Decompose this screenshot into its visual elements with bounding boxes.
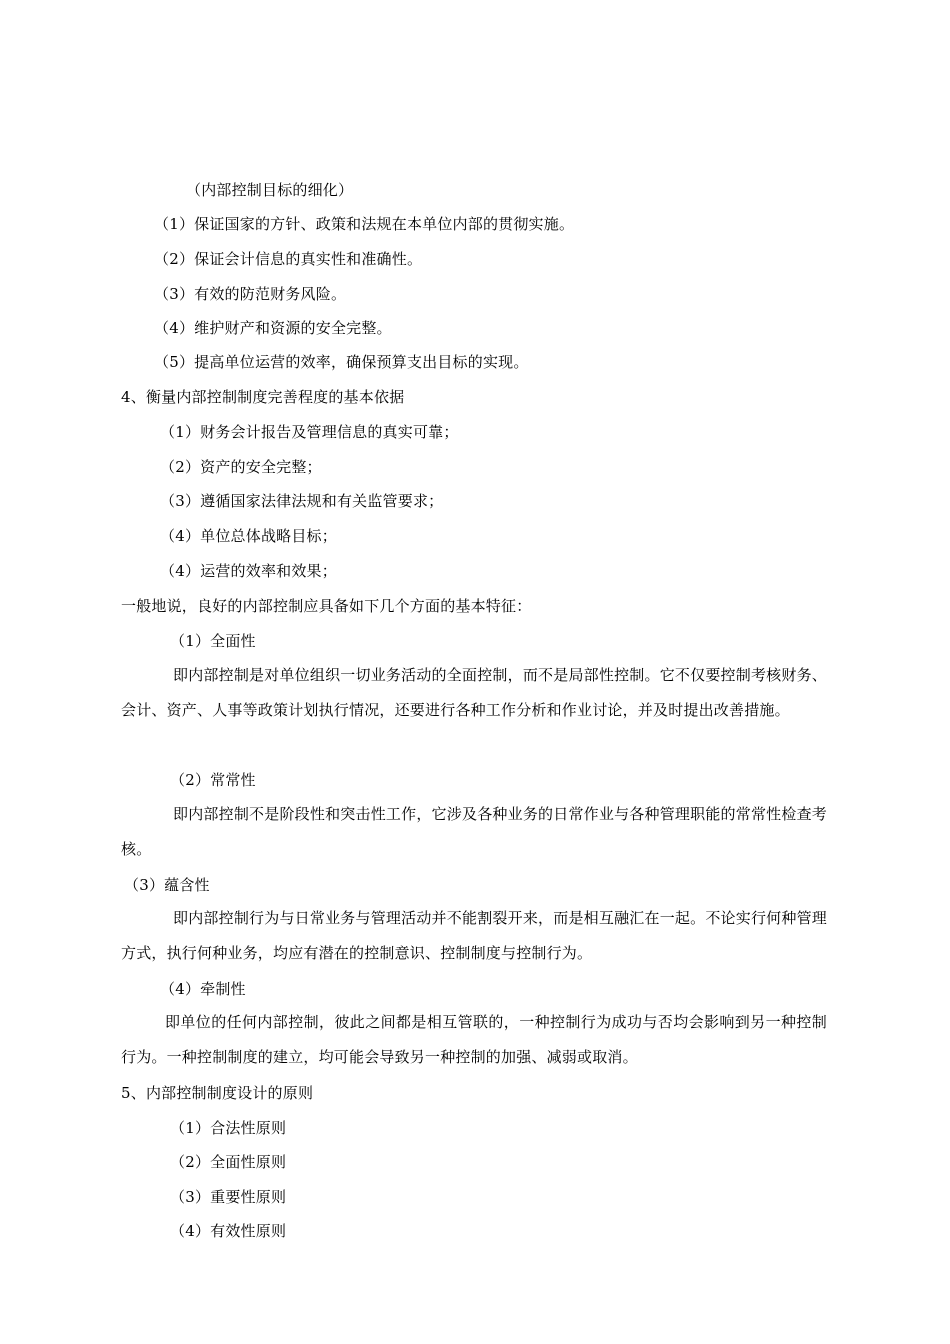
section-5-heading: 5、内部控制制度设计的原则 xyxy=(121,1084,314,1102)
goal-item: （2）保证会计信息的真实性和准确性。 xyxy=(154,250,423,268)
principle-item: （2）全面性原则 xyxy=(170,1153,287,1171)
section-4-heading: 4、衡量内部控制制度完善程度的基本依据 xyxy=(121,388,405,406)
feature-title: （2）常常性 xyxy=(170,771,256,789)
basis-item: （3）遵循国家法律法规和有关监管要求； xyxy=(160,492,444,510)
feature-body: 即内部控制不是阶段性和突击性工作，它涉及各种业务的日常作业与各种管理职能的常常性检查考核。 xyxy=(121,805,827,858)
principle-item: （4）有效性原则 xyxy=(170,1222,287,1240)
feature-body: 即内部控制行为与日常业务与管理活动并不能割裂开来，而是相互融汇在一起。不论实行何种管理方式，执行何种业务，均应有潜在的控制意识、控制制度与控制行为。 xyxy=(121,909,827,962)
feature-title: （1）全面性 xyxy=(170,632,256,650)
feature-title: （3）蕴含性 xyxy=(124,876,210,894)
basis-item: （2）资产的安全完整； xyxy=(160,458,322,476)
goal-item: （1）保证国家的方针、政策和法规在本单位内部的贯彻实施。 xyxy=(154,215,575,233)
feature-body: 即内部控制是对单位组织一切业务活动的全面控制，而不是局部性控制。它不仅要控制考核财务、会计、资产、人事等政策计划执行情况，还要进行各种工作分析和作业讨论，并及时提出改善措施。 xyxy=(121,666,827,719)
basis-item: （4）运营的效率和效果； xyxy=(160,562,337,580)
goal-item: （4）维护财产和资源的安全完整。 xyxy=(154,319,392,337)
basis-item: （4）单位总体战略目标； xyxy=(160,527,337,545)
goal-item: （5）提高单位运营的效率，确保预算支出目标的实现。 xyxy=(154,353,529,371)
features-intro: 一般地说，良好的内部控制应具备如下几个方面的基本特征： xyxy=(121,597,532,615)
basis-item: （1）财务会计报告及管理信息的真实可靠； xyxy=(160,423,459,441)
feature-title: （4）牵制性 xyxy=(160,980,246,998)
principle-item: （1）合法性原则 xyxy=(170,1119,287,1137)
goal-item: （3）有效的防范财务风险。 xyxy=(154,285,347,303)
subtitle-refinement: （内部控制目标的细化） xyxy=(186,181,354,199)
principle-item: （3）重要性原则 xyxy=(170,1188,287,1206)
feature-body: 即单位的任何内部控制，彼此之间都是相互管联的，一种控制行为成功与否均会影响到另一种控制行为。一种控制制度的建立，均可能会导致另一种控制的加强、减弱或取消。 xyxy=(121,1013,827,1066)
